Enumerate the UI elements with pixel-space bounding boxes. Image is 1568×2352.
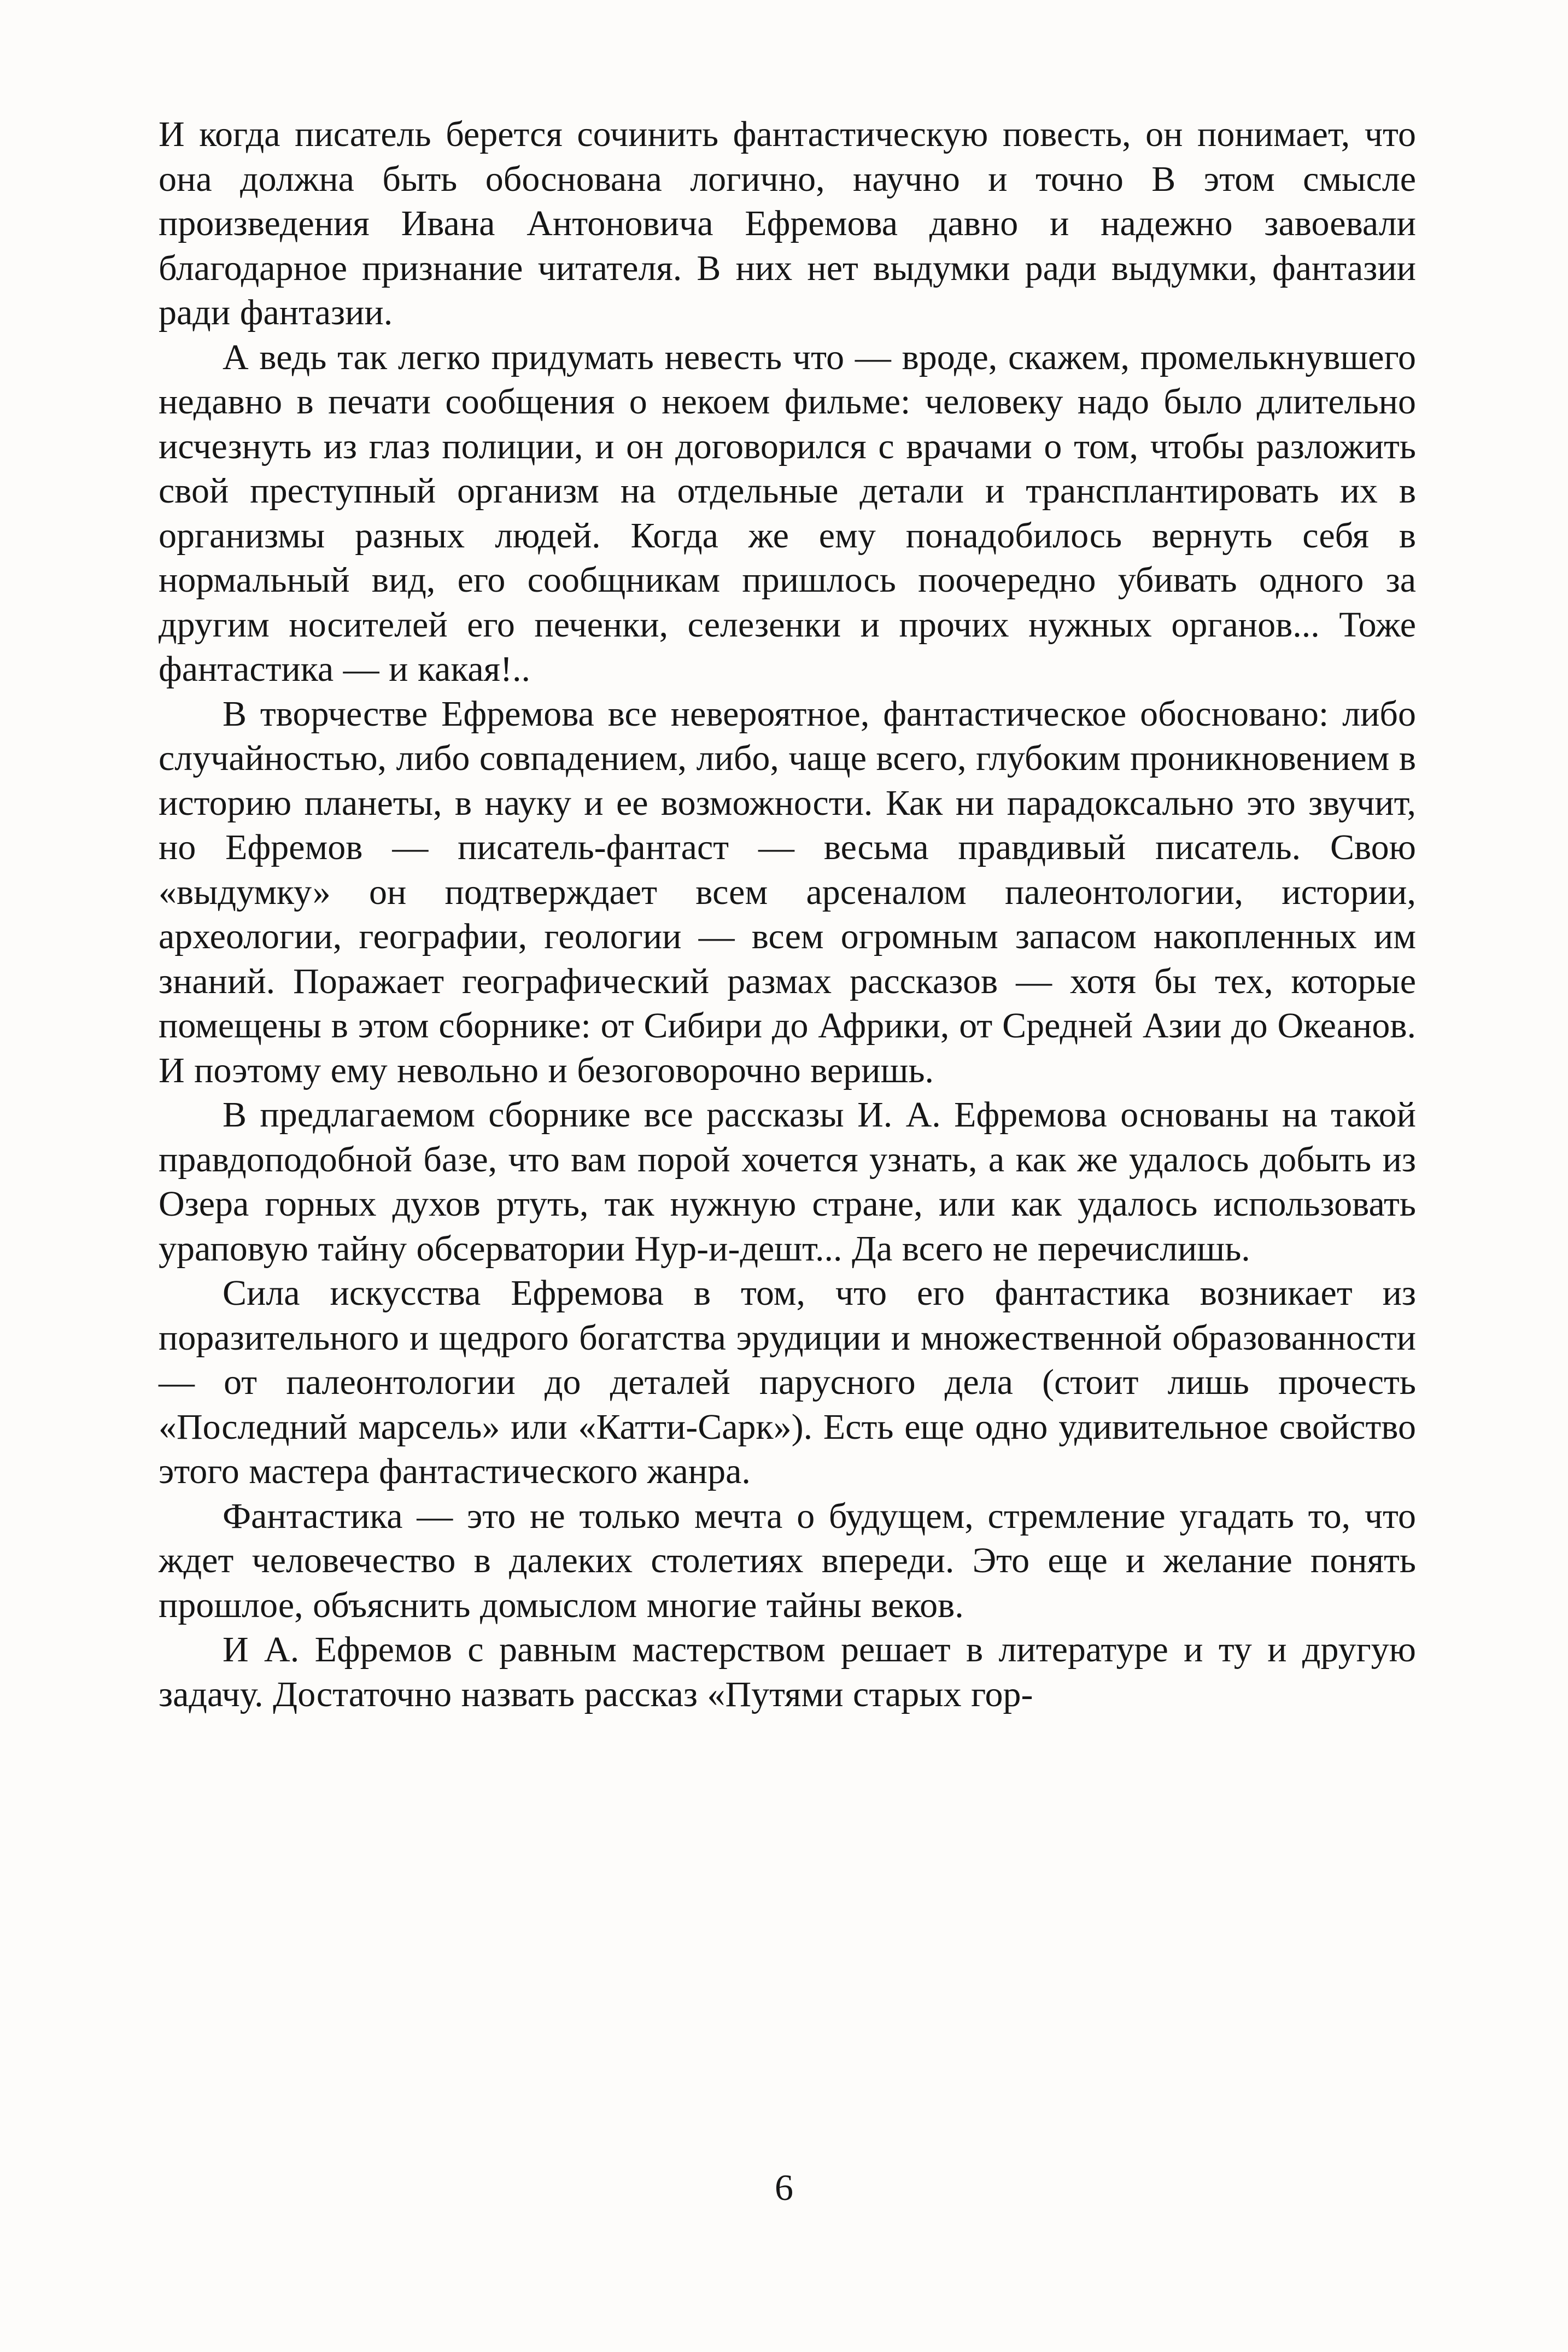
paragraph-7: И А. Ефремов с равным мастерством решает в литературе и ту и другую задачу. Достаточно назвать рассказ «Путями старых гор- bbox=[159, 1630, 1416, 1714]
page-number: 6 bbox=[775, 2167, 793, 2208]
paragraph-6: Фантастика — это не только мечта о будущем, стремление угадать то, что ждет человечество в далеких столетиях впереди. Это еще и желание понять прошлое, объяснить домыслом многие тайны веков. bbox=[159, 1496, 1416, 1625]
paragraph-5: Сила искусства Ефремова в том, что его фантастика возникает из поразительного и щедрого богатства эрудиции и множественной образованности — от палеонтологии до деталей парусного дела (стоит лишь прочесть «Последний марсель» или «Катти-Сарк»). Есть еще одно удивительное свойство этого мастера фантастического жанра. bbox=[159, 1273, 1416, 1491]
body-text bbox=[159, 112, 1416, 1717]
paragraph-3: В творчестве Ефремова все невероятное, фантастическое обосновано: либо случайностью, либо совпадением, либо, чаще всего, глубоким проникновением в историю планеты, в науку и ее возможности. Как ни парадоксально это звучит, но Ефремов — писатель-фантаст — весьма правдивый писатель. Свою «выдумку» он подтверждает всем арсеналом палеонтологии, истории, археологии, географии, геологии — всем огромным запасом накопленных им знаний. Поражает географический размах рассказов — хотя бы тех, которые помещены в этом сборнике: от Сибири до Африки, от Средней Азии до Океанов. И поэтому ему невольно и безоговорочно веришь. bbox=[159, 693, 1416, 1090]
paragraph-1: И когда писатель берется сочинить фантастическую повесть, он понимает, что она должна быть обоснована логично, научно и точно В этом смысле произведения Ивана Антоновича Ефремова давно и надежно завоевали благодарное признание читателя. В них нет выдумки ради выдумки, фантазии ради фантазии. bbox=[159, 114, 1416, 332]
paragraph-2: А ведь так легко придумать невесть что — вроде, скажем, промелькнувшего недавно в печати сообщения о некоем фильме: человеку надо было длительно исчезнуть из глаз полиции, и он договорился с врачами о том, чтобы разложить свой преступный организм на отдельные детали и трансплантировать их в организмы разных людей. Когда же ему понадобилось вернуть себя в нормальный вид, его сообщникам пришлось поочередно убивать одного за другим носителей его печенки, селезенки и прочих нужных органов... Тоже фантастика — и какая!.. bbox=[159, 337, 1416, 689]
paragraph-4: В предлагаемом сборнике все рассказы И. А. Ефремова основаны на такой правдоподобной базе, что вам порой хочется узнать, а как же удалось добыть из Озера горных духов ртуть, так нужную стране, или как удалось использовать ураповую тайну обсерватории Нур-и-дешт... Да всего не перечислишь. bbox=[159, 1095, 1416, 1269]
